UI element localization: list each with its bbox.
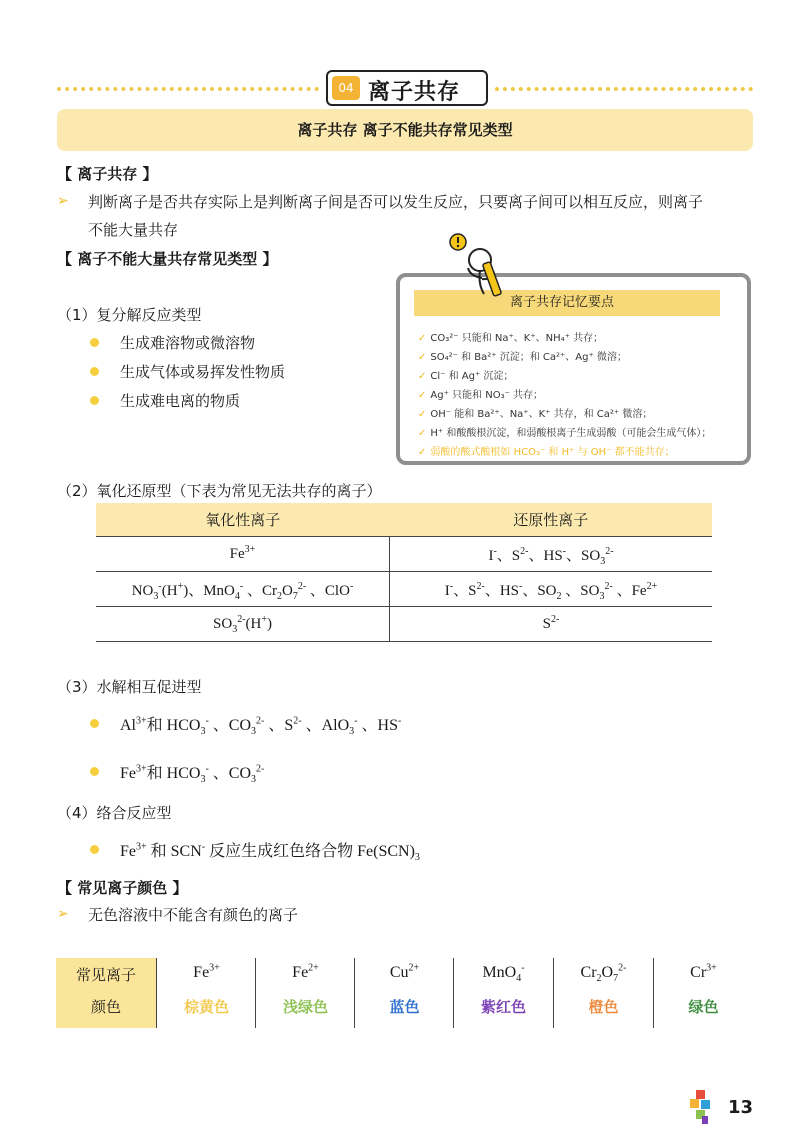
check-icon: ✓ [418,409,427,420]
yellow-dot-icon [90,845,99,854]
yellow-dot-icon [90,338,99,347]
yellow-dot-icon [90,719,99,728]
section-banner: 离子共存 离子不能共存常见类型 [57,109,753,151]
yellow-dot-icon [90,767,99,776]
yellow-dot-icon [90,396,99,405]
col-header-oxidizing: 氧化性离子 [96,503,390,537]
type3-title: （3）水解相互促进型 [57,678,202,696]
redox-table [96,503,712,642]
ion-formula: MnO$_4$- [482,962,525,985]
chapter-title: 离子共存 [368,80,461,105]
table-row [96,607,712,642]
type1-item: 生成难溶物或微溶物 [120,334,256,352]
oxidizing-cell: $NO_3^-(H^+)$、MnO$_4$- 、$Cr_2O_7^{2-}$ 、ClO- [96,572,390,607]
ion-color-name: 蓝色 [389,998,420,1016]
ion-color-cell [156,958,256,1028]
ion-color-name: 浅绿色 [282,998,328,1016]
heading-ion-coexistence: 【 离子共存 】 [57,165,158,183]
memo-line: ✓ Ag⁺ 只能和 NO₃⁻ 共存； [418,390,544,401]
reducing-cell: I-、$S^{2-}$、HS-、$SO_2$ 、$SO_3^{2-}$ 、$Fe^{2+}$ [390,572,713,607]
type2-title: （2）氧化还原型（下表为常见无法共存的离子） [57,482,382,500]
type1-item: 生成气体或易挥发性物质 [120,363,286,381]
ion-formula: $Cu^{2+}$ [389,962,420,981]
heading-common-types: 【 离子不能大量共存常见类型 】 [57,250,278,268]
header-dotted-line-right [495,87,753,91]
chapter-number: 04 [332,76,360,100]
ion-color-table [56,958,753,1028]
ion-color-cell [255,958,355,1028]
ion-color-name: 棕黄色 [183,998,229,1016]
ion-color-cell [553,958,653,1028]
check-icon: ✓ [418,371,427,382]
memo-line: ✓ H⁺ 和酸酸根沉淀，和弱酸根离子生成弱酸（可能会生成气体）； [418,428,712,439]
thinking-figure-icon [448,232,508,304]
header-color-label: 颜色 [90,998,121,1016]
memo-line: ✓ SO₄²⁻ 和 Ba²⁺ 沉淀；和 Ca²⁺、Ag⁺ 微溶； [418,352,627,363]
col-header-reducing: 还原性离子 [390,503,713,537]
heading-ion-colors: 【 常见离子颜色 】 [57,879,188,897]
table-header-row [96,503,712,537]
paragraph-line-1: 判断离子是否共存实际上是判断离子间是否可以发生反应，只要离子间可以相互反应，则离子 [88,193,704,211]
oxidizing-cell: $SO_3^{2-}(H^+)$ [96,607,390,642]
chapter-title-box [326,70,488,106]
ion-color-cell [653,958,753,1028]
arrow-right-icon: ➢ [57,193,69,209]
memo-line-highlight: ✓ 弱酸的酸式酸根如 HCO₃⁻ 和 H⁺ 与 OH⁻ 都不能共存； [418,447,675,458]
check-icon: ✓ [418,352,427,363]
check-icon: ✓ [418,390,427,401]
hydrolysis-item-2: $Fe^{3+}$和 $HCO_3^-$ 、$CO_3^{2-}$ [120,763,265,786]
check-icon: ✓ [418,333,427,344]
oxidizing-cell: $Fe^{3+}$ [96,537,390,572]
type4-title: （4）络合反应型 [57,804,172,822]
ion-formula: $Fe^{2+}$ [292,962,319,981]
ion-color-name: 紫红色 [480,998,526,1016]
complex-reaction-item: $Fe^{3+}$ 和 SCN- 反应生成红色络合物 $Fe(SCN)_3$ [120,841,420,864]
color-table-header [56,958,156,1028]
ion-color-name: 绿色 [688,998,719,1016]
table-row [96,537,712,572]
ion-formula: $Cr^{3+}$ [690,962,717,981]
header-dotted-line-left [57,87,319,91]
header-ion-label: 常见离子 [75,966,136,984]
ion-formula: $Fe^{3+}$ [193,962,220,981]
check-icon: ✓ [418,428,427,439]
memo-line: ✓ OH⁻ 能和 Ba²⁺、Na⁺、K⁺ 共存，和 Ca²⁺ 微溶； [418,409,653,420]
page-number: 13 [728,1097,754,1118]
reducing-cell: I-、$S^{2-}$、HS-、$SO_3^{2-}$ [390,537,713,572]
table-row [96,572,712,607]
check-icon: ✓ [418,447,427,458]
ion-color-cell [354,958,454,1028]
arrow-right-icon: ➢ [57,906,69,922]
yellow-dot-icon [90,367,99,376]
hydrolysis-item-1: $Al^{3+}$和 $HCO_3^-$ 、$CO_3^{2-}$ 、$S^{2-}$ 、AlO$_3$- 、HS- [120,715,402,738]
colors-description: 无色溶液中不能含有颜色的离子 [88,906,299,924]
ion-color-cell [453,958,553,1028]
ion-color-name: 橙色 [588,998,619,1016]
ion-formula: $Cr_2O_7^{2-}$ [580,962,627,985]
publisher-logo-icon [690,1090,716,1124]
paragraph-line-2: 不能大量共存 [88,221,179,239]
memo-line: ✓ Cl⁻ 和 Ag⁺ 沉淀； [418,371,514,382]
memory-points-title: 离子共存记忆要点 [414,290,720,316]
memo-line: ✓ CO₃²⁻ 只能和 Na⁺、K⁺、NH₄⁺ 共存； [418,333,604,344]
type1-title: （1）复分解反应类型 [57,306,202,324]
type1-item: 生成难电离的物质 [120,392,241,410]
reducing-cell: $S^{2-}$ [390,607,713,642]
